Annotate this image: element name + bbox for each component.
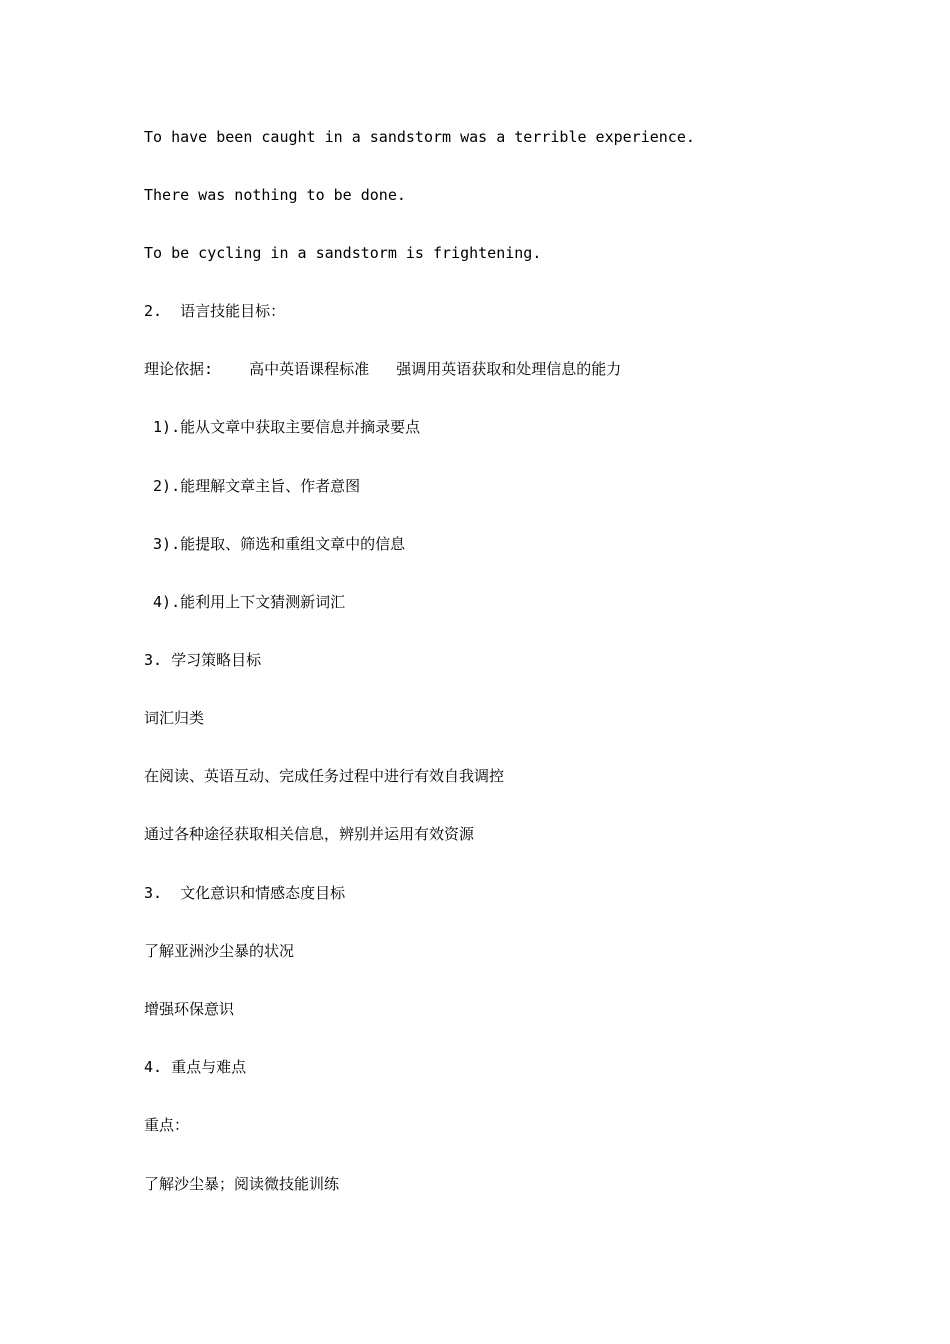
key-points-item: 了解沙尘暴；阅读微技能训练: [144, 1175, 340, 1193]
skill-item-2: 2).能理解文章主旨、作者意图: [144, 477, 361, 495]
key-points-label: 重点：: [144, 1116, 190, 1134]
strategy-item-1: 词汇归类: [144, 709, 205, 727]
skill-item-3: 3).能提取、筛选和重组文章中的信息: [144, 535, 406, 553]
section-heading-culture-emotion: 3. 文化意识和情感态度目标: [144, 884, 346, 902]
skill-item-4: 4).能利用上下文猜测新词汇: [144, 593, 346, 611]
example-sentence-1: To have been caught in a sandstorm was a terrible experience.: [144, 128, 695, 146]
section-heading-learning-strategy: 3. 学习策略目标: [144, 651, 262, 669]
culture-item-2: 增强环保意识: [144, 1000, 235, 1018]
skill-item-1: 1).能从文章中获取主要信息并摘录要点: [144, 418, 421, 436]
example-sentence-2: There was nothing to be done.: [144, 186, 406, 204]
culture-item-1: 了解亚洲沙尘暴的状况: [144, 942, 295, 960]
section-heading-language-skills: 2. 语言技能目标：: [144, 302, 286, 320]
strategy-item-2: 在阅读、英语互动、完成任务过程中进行有效自我调控: [144, 767, 505, 785]
section-heading-key-difficult-points: 4. 重点与难点: [144, 1058, 247, 1076]
strategy-item-3: 通过各种途径获取相关信息，辨别并运用有效资源: [144, 825, 475, 843]
example-sentence-3: To be cycling in a sandstorm is frightening.: [144, 244, 542, 262]
theory-basis-line: 理论依据: 高中英语课程标准 强调用英语获取和处理信息的能力: [144, 360, 622, 378]
